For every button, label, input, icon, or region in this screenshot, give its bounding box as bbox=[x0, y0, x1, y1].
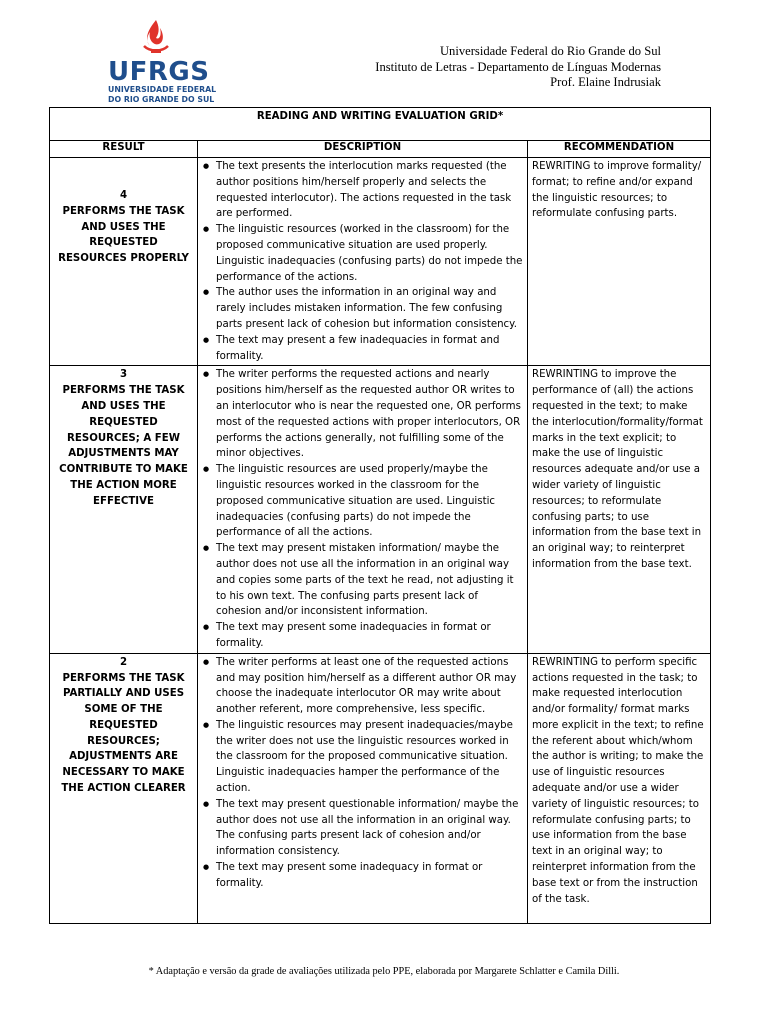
evaluation-grid bbox=[49, 107, 711, 924]
ufrgs-logo bbox=[104, 18, 224, 108]
result-text: PERFORMS THE TASK AND USES THE REQUESTED RESOURCES PROPERLY bbox=[58, 205, 189, 265]
university-name: Universidade Federal do Rio Grande do Sul bbox=[439, 44, 661, 58]
logo-acronym: UFRGS bbox=[108, 57, 210, 87]
institute-name: Instituto de Letras - Departamento de Línguas Modernas bbox=[375, 59, 661, 74]
result-cell bbox=[50, 653, 198, 923]
grid-title: READING AND WRITING EVALUATION GRID* bbox=[50, 108, 711, 141]
result-text: PERFORMS THE TASK PARTIALLY AND USES SOME OF THE REQUESTED RESOURCES; ADJUSTMENTS ARE NECESSARY TO MAKE THE ACTION CLEARER bbox=[61, 672, 186, 795]
list-item: ● The text may present some inadequacy in format or formality. bbox=[216, 860, 523, 892]
result-score: 3 bbox=[119, 369, 128, 381]
description-cell bbox=[198, 158, 528, 366]
logo-line-1: UNIVERSIDADE FEDERAL bbox=[108, 85, 217, 94]
result-score: 2 bbox=[119, 656, 128, 668]
grid-header-row bbox=[50, 141, 711, 158]
list-item: ● The writer performs the requested actions and nearly positions him/herself as the requested author OR writes to an interlocutor who is near the requested one, OR performs most of the requested actions with proper interlocutors, OR performs the actions generally, not fulfilling some of the minor objectives. bbox=[216, 367, 523, 462]
column-header-result: RESULT bbox=[50, 141, 198, 158]
professor-name: Prof. Elaine Indrusiak bbox=[550, 75, 661, 89]
footnote: * Adaptação e versão da grade de avaliações utilizada pelo PPE, elaborada por Margarete Schlatter e Camila Dilli. bbox=[148, 966, 620, 977]
description-list bbox=[202, 159, 523, 364]
logo-line-2: DO RIO GRANDE DO SUL bbox=[108, 95, 215, 104]
list-item: ● The author uses the information in an original way and rarely includes mistaken information. The few confusing parts present lack of cohesion but information consistency. bbox=[216, 285, 523, 332]
recommendation-cell: REWRITING to improve formality/ format; to refine and/or expand the linguistic resources; to reformulate confusing parts. bbox=[528, 158, 711, 366]
list-item: ● The linguistic resources (worked in the classroom) for the proposed communicative situation are used properly. Linguistic inadequacies (confusing parts) do not impede the performance of the actions. bbox=[216, 222, 523, 285]
table-row bbox=[50, 653, 711, 923]
list-item: ● The text may present some inadequacies in format or formality. bbox=[216, 620, 523, 652]
column-header-description: DESCRIPTION bbox=[198, 141, 528, 158]
grid-title-row bbox=[50, 108, 711, 141]
result-cell bbox=[50, 158, 198, 366]
result-cell bbox=[50, 366, 198, 653]
description-list bbox=[202, 367, 523, 651]
column-header-recommendation: RECOMMENDATION bbox=[528, 141, 711, 158]
recommendation-cell: REWRINTING to improve the performance of (all) the actions requested in the text; to make the interlocution/formality/format marks in the text explicit; to make the use of linguistic resources adequate and/or use a wider variety of linguistic resources; to reformulate confusing parts; to use information from the base text in an original way; to reinterpret information from the base text. bbox=[528, 366, 711, 653]
list-item: ● The text may present questionable information/ maybe the author does not use all the information in an original way. The confusing parts present lack of cohesion and/or information consistency. bbox=[216, 797, 523, 860]
description-list bbox=[202, 655, 523, 892]
list-item: ● The writer performs at least one of the requested actions and may position him/herself as a different author OR may choose the inadequate interlocutor OR may write about another referent, more comprehensive, less specific. bbox=[216, 655, 523, 718]
description-cell bbox=[198, 653, 528, 923]
list-item: ● The linguistic resources may present inadequacies/maybe the writer does not use the linguistic resources worked in the classroom for the proposed communicative situation. Linguistic inadequacies hamper the performance of the action. bbox=[216, 718, 523, 797]
list-item: ● The linguistic resources are used properly/maybe the linguistic resources worked in the classroom for the proposed communicative situation are used. Linguistic inadequacies (confusing parts) do not impede the performance of all the actions. bbox=[216, 462, 523, 541]
result-text: PERFORMS THE TASK AND USES THE REQUESTED RESOURCES; A FEW ADJUSTMENTS MAY CONTRIBUTE TO MAKE THE ACTION MORE EFFECTIVE bbox=[59, 385, 188, 507]
institution-header bbox=[375, 44, 661, 91]
list-item: ● The text may present mistaken information/ maybe the author does not use all the information in an original way and copies some parts of the text he read, not adjusting it to his own text. The confusing parts present lack of cohesion and/or inconsistent information. bbox=[216, 541, 523, 620]
flame-icon bbox=[104, 18, 224, 108]
description-cell bbox=[198, 366, 528, 653]
table-row bbox=[50, 366, 711, 653]
recommendation-cell: REWRINTING to perform specific actions requested in the task; to make requested interlocution and/or formality/ format marks more explicit in the text; to refine the referent about which/whom the author is writing; to make the use of linguistic resources adequate and/or use a wider variety of linguistic resources; to reformulate confusing parts; to use information from the base text in an original way; to reinterpret information from the base text or from the instruction of the task. bbox=[528, 653, 711, 923]
result-score: 4 bbox=[119, 190, 128, 201]
list-item: ● The text presents the interlocution marks requested (the author positions him/herself properly and selects the requested interlocutor). The actions requested in the task are performed. bbox=[216, 159, 523, 222]
list-item: ● The text may present a few inadequacies in format and formality. bbox=[216, 333, 523, 365]
table-row bbox=[50, 158, 711, 366]
